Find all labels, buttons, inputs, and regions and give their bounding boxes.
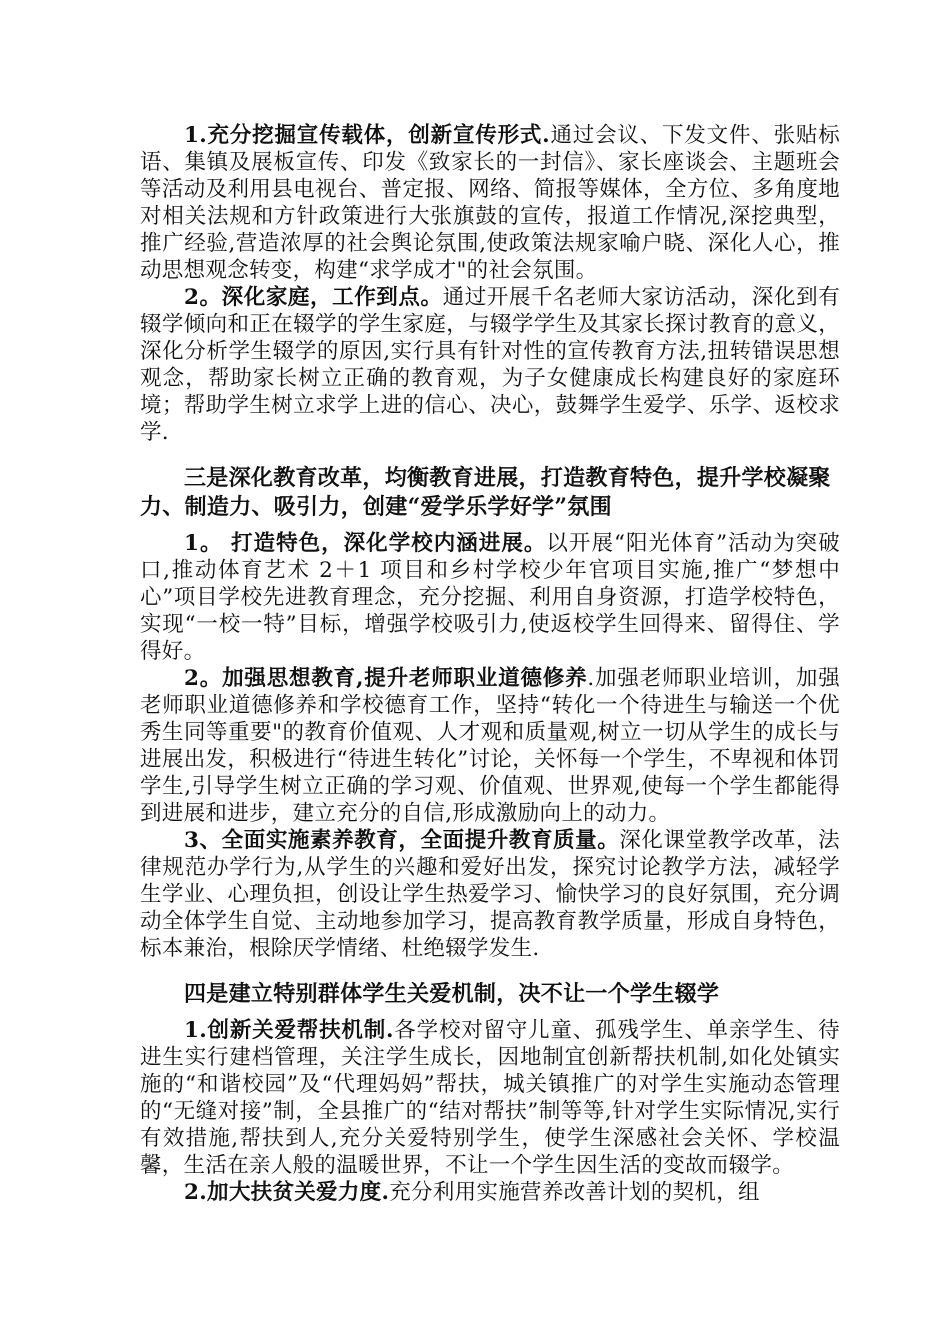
paragraph-3-2 [140,665,840,827]
paragraph-3-1 [140,530,840,665]
paragraph-text: 通过会议、下发文件、张贴标语、集镇及展板宣传、印发《致家长的一封信》、家长座谈会、主题班会等活动及利用县电视台、普定报、网络、简报等媒体，全方位、多角度地对相关法规和方针政策进行大张旗鼓的宣传，报道工作情况,深挖典型，推广经验,营造浓厚的社会舆论氛围,使政策法规家喻户晓、深化人心，推动思想观念转变，构建“求学成才"的社会氛围。 [140,123,840,283]
paragraph-text: 充分利用实施营养改善计划的契机，组 [389,1180,760,1205]
paragraph-lead: 1。 打造特色，深化学校内涵进展。 [184,531,547,556]
paragraph-text: .加强老师职业培训，加强老师职业道德修养和学校德育工作，坚持“转化一个待进生与输送一个优秀生同等重要"的教育价值观、人才观和质量观,树立一切从学生的成长与进展出发，积极进行“待进生转化”讨论，关怀每一个学生，不卑视和体罚学生,引导学生树立正确的学习观、价值观、世界观,使每一个学生都能得到进展和进步，建立充分的自信,形成激励向上的动力。 [140,666,840,826]
paragraph-1-1 [140,122,840,284]
paragraph-3-3 [140,827,840,962]
spacer [140,962,840,980]
paragraph-lead: 3、全面实施素养教育，全面提升教育质量。 [184,828,620,853]
paragraph-lead: 1.创新关爱帮扶机制. [184,1018,394,1043]
paragraph-text: 各学校对留守儿童、孤残学生、单亲学生、待进生实行建档管理，关注学生成长，因地制宜创新帮扶机制,如化处镇实施的“和谐校园”及“代理妈妈”帮扶，城关镇推广的对学生实施动态管理的“无缝对接”制，全县推广的“结对帮扶”制等等,针对学生实际情况,实行有效措施,帮扶到人,充分关爱特别学生，使学生深感社会关怀、学校温馨，生活在亲人般的温暖世界，不让一个学生因生活的变故而辍学。 [140,1018,840,1178]
section-heading-3: 三是深化教育改革，均衡教育进展，打造教育特色，提升学校凝聚力、制造力、吸引力，创建“爱学乐学好学”氛围 [140,465,831,520]
paragraph-4-1 [140,1017,840,1179]
spacer [140,1009,840,1017]
paragraph-lead: 2。深化家庭，工作到点。 [184,285,443,310]
paragraph-text: 以开展“阳光体育”活动为突破口,推动体育艺术 2＋1 项目和乡村学校少年官项目实施,推广“梦想中心”项目学校先进教育理念，充分挖掘、利用自身资源，打造学校特色，实现“一校一特”目标，增强学校吸引力,使返校学生回得来、留得住、学得好。 [140,531,841,664]
spacer [140,446,840,464]
paragraph-lead: 1.充分挖掘宣传载体，创新宣传形式. [184,123,550,148]
paragraph-lead: 2.加大扶贫关爱力度. [184,1180,390,1205]
paragraph-text: 通过开展千名老师大家访活动，深化到有辍学倾向和正在辍学的学生家庭，与辍学学生及其家长探讨教育的意义，深化分析学生辍学的原因,实行具有针对性的宣传教育方法,扭转错误思想观念，帮助家长树立正确的教育观，为子女健康成长构建良好的家庭环境；帮助学生树立求学上进的信心、决心，鼓舞学生爱学、乐学、返校求学. [140,285,840,445]
document-body [140,122,840,1206]
spacer [140,522,840,530]
paragraph-4-2 [140,1179,840,1206]
section-heading-4: 四是建立特别群体学生关爱机制，决不让一个学生辍学 [184,981,720,1007]
paragraph-1-2 [140,284,840,446]
paragraph-lead: 2。加强思想教育,提升老师职业道德修养 [184,666,588,691]
paragraph-text: 深化课堂教学改革，法律规范办学行为,从学生的兴趣和爱好出发，探究讨论教学方法，减轻学生学业、心理负担，创设让学生热爱学习、愉快学习的良好氛围，充分调动全体学生自觉、主动地参加学习，提高教育教学质量，形成自身特色，标本兼治，根除厌学情绪、杜绝辍学发生. [140,828,840,961]
